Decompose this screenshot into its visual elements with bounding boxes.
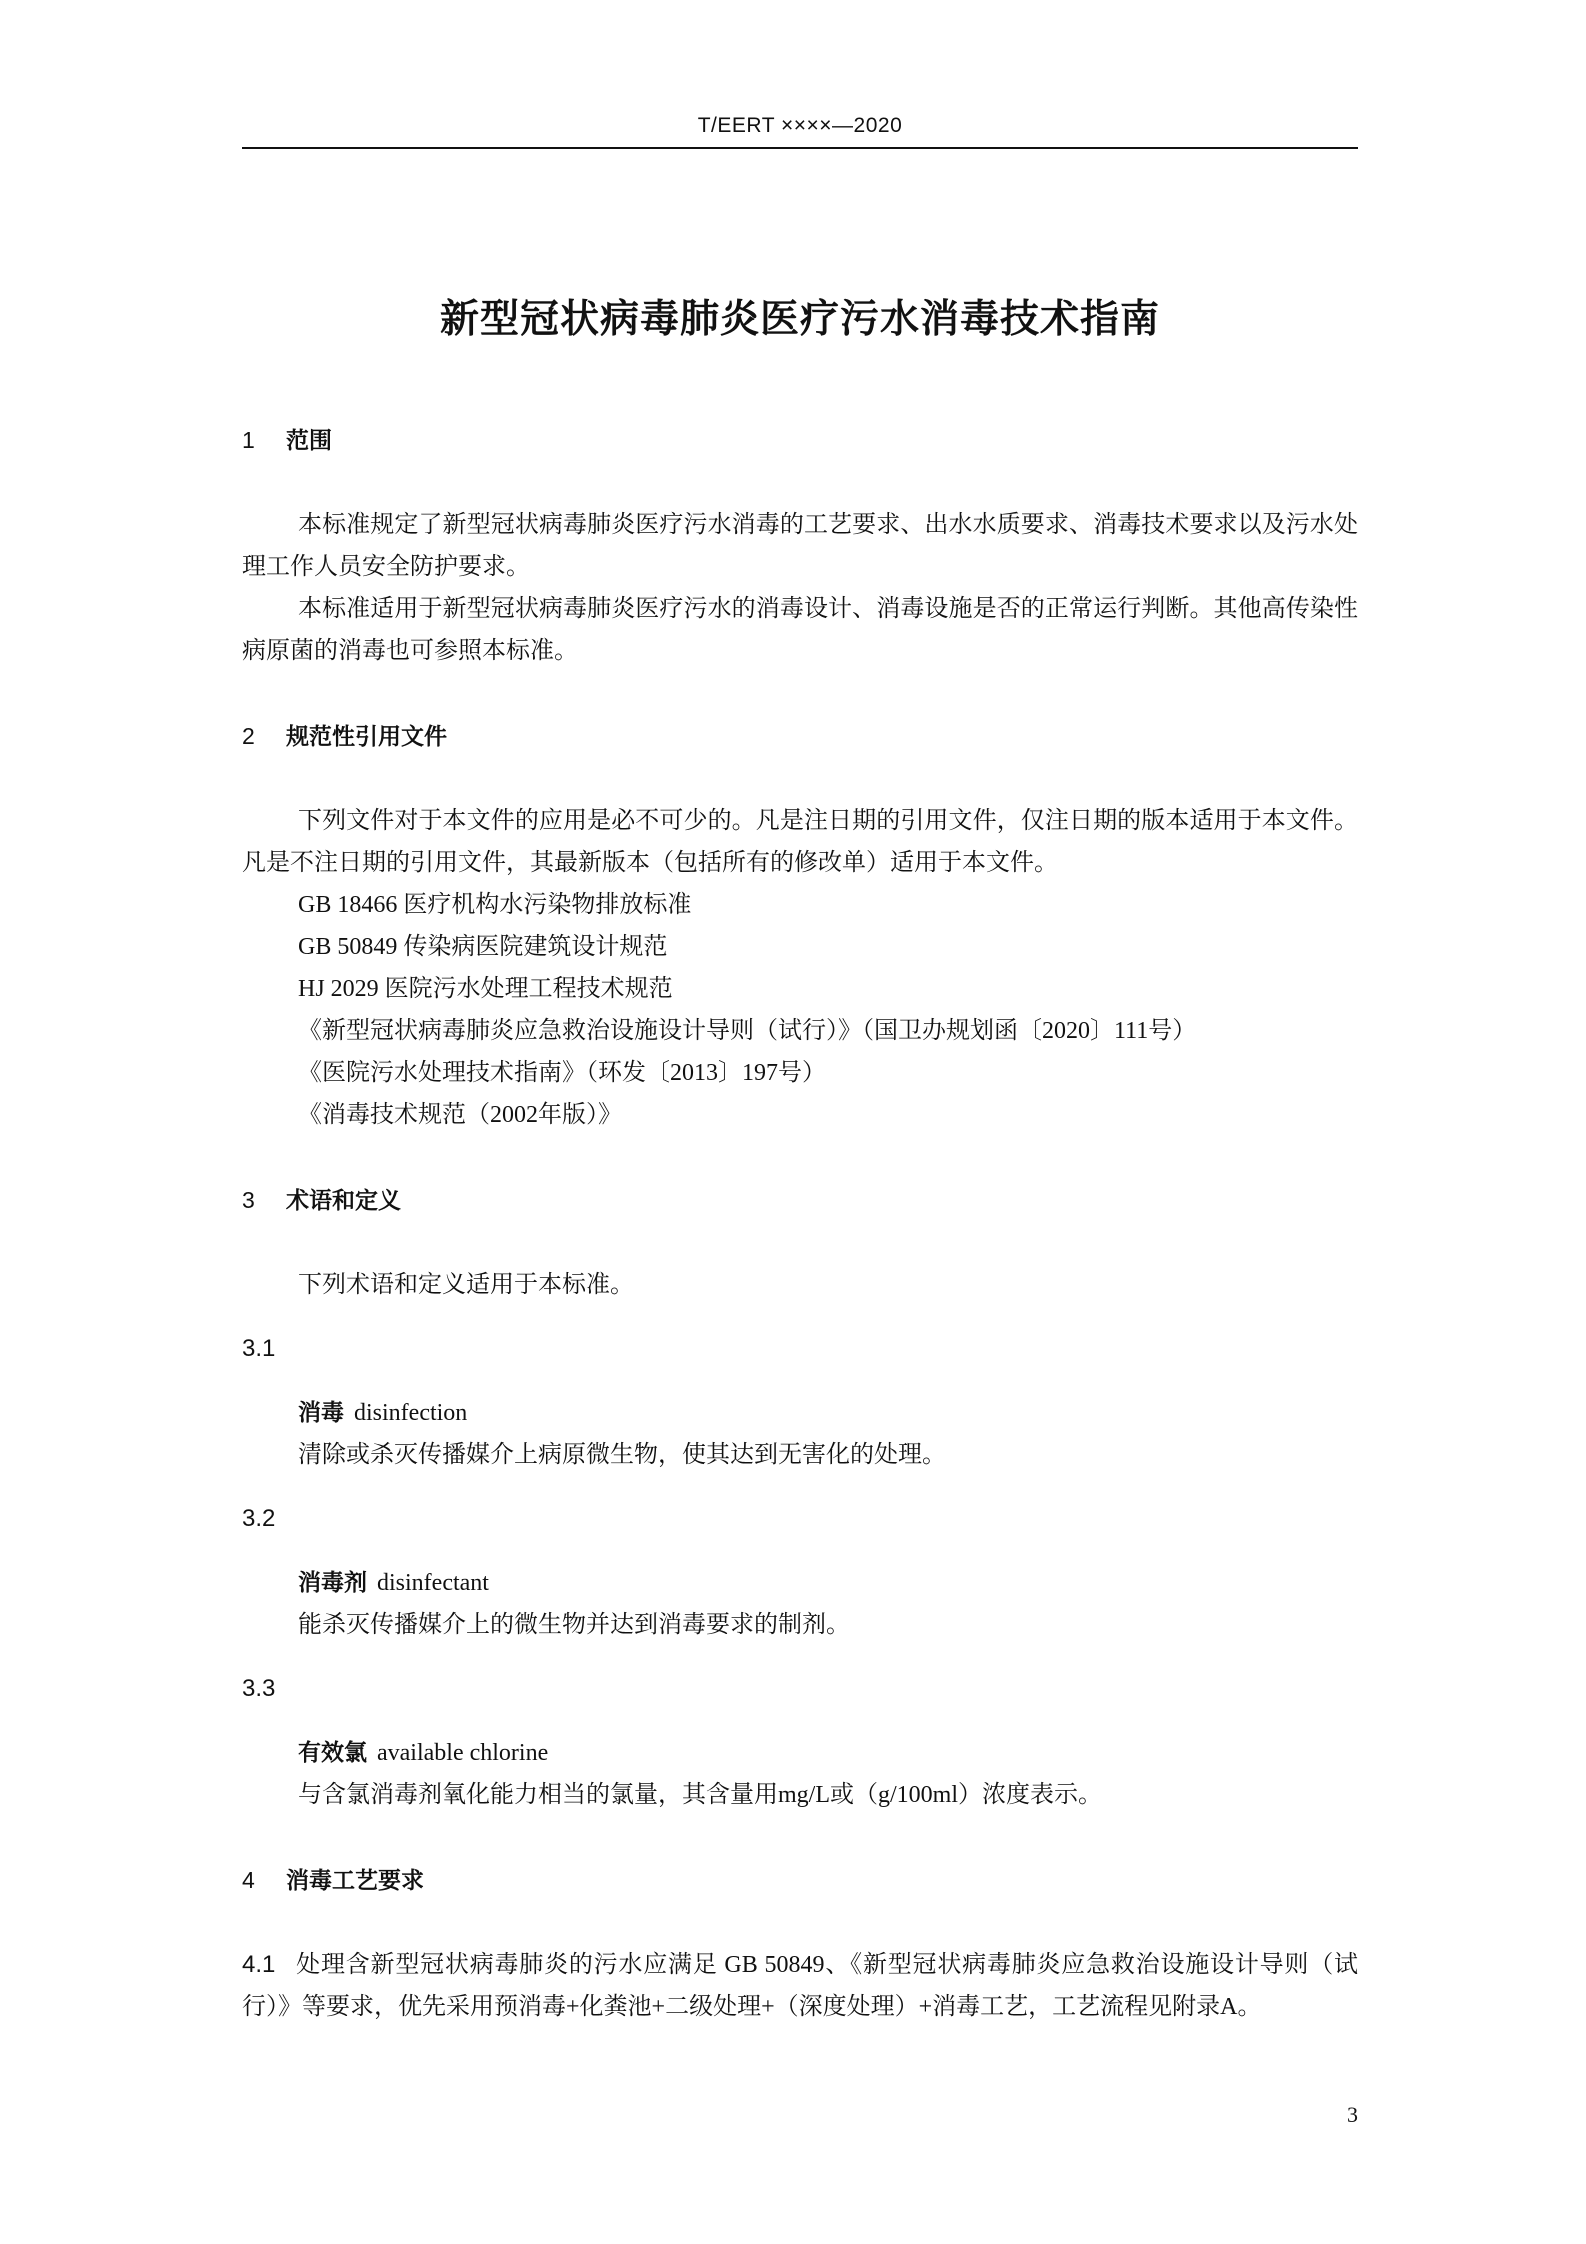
document-body	[242, 420, 1358, 2028]
term-entry	[242, 1732, 1358, 1774]
standard-code-header: T/EERT ××××—2020	[697, 114, 903, 137]
term-english: available chlorine	[377, 1740, 549, 1766]
section-number: 4	[242, 1867, 255, 1893]
section-heading-process-requirements	[242, 1860, 1358, 1900]
term-entry	[242, 1392, 1358, 1434]
section-heading-terms	[242, 1180, 1358, 1220]
term-entry	[242, 1562, 1358, 1604]
section-title: 消毒工艺要求	[286, 1868, 424, 1894]
section-heading-normative-references	[242, 716, 1358, 756]
document-title: 新型冠状病毒肺炎医疗污水消毒技术指南	[439, 297, 1160, 342]
section-title: 规范性引用文件	[286, 724, 447, 750]
page-number: 3	[1347, 2102, 1358, 2127]
section-heading-scope	[242, 420, 1358, 460]
term-chinese: 消毒	[298, 1400, 344, 1426]
scope-paragraph: 本标准规定了新型冠状病毒肺炎医疗污水消毒的工艺要求、出水水质要求、消毒技术要求以及污水处理工作人员安全防护要求。	[242, 512, 1358, 580]
reference-item: 《新型冠状病毒肺炎应急救治设施设计导则（试行）》（国卫办规划函〔2020〕111号）	[298, 1018, 1197, 1044]
term-definition: 与含氯消毒剂氧化能力相当的氯量，其含量用mg/L或（g/100ml）浓度表示。	[298, 1782, 1102, 1808]
header-divider	[242, 147, 1358, 149]
term-number: 3.2	[242, 1505, 276, 1532]
reference-item: GB 18466 医疗机构水污染物排放标准	[298, 892, 692, 918]
term-chinese: 有效氯	[298, 1740, 367, 1766]
scope-paragraph: 本标准适用于新型冠状病毒肺炎医疗污水的消毒设计、消毒设施是否的正常运行判断。其他高传染性病原菌的消毒也可参照本标准。	[242, 596, 1358, 664]
reference-item: 《医院污水处理技术指南》（环发〔2013〕197号）	[298, 1060, 826, 1086]
term-number: 3.3	[242, 1675, 276, 1702]
clause-paragraph	[242, 1944, 1358, 2028]
term-english: disinfection	[354, 1400, 468, 1426]
term-definition: 能杀灭传播媒介上的微生物并达到消毒要求的制剂。	[298, 1612, 850, 1638]
section-number: 1	[242, 427, 255, 453]
term-chinese: 消毒剂	[298, 1570, 367, 1596]
reference-item: HJ 2029 医院污水处理工程技术规范	[298, 976, 673, 1002]
term-definition: 清除或杀灭传播媒介上病原微生物，使其达到无害化的处理。	[298, 1442, 946, 1468]
section-title: 术语和定义	[286, 1188, 401, 1214]
term-english: disinfectant	[377, 1570, 489, 1596]
section-number: 3	[242, 1187, 255, 1213]
terms-intro: 下列术语和定义适用于本标准。	[298, 1272, 634, 1298]
reference-item: 《消毒技术规范（2002年版）》	[298, 1102, 622, 1128]
clause-text: 处理含新型冠状病毒肺炎的污水应满足 GB 50849、《新型冠状病毒肺炎应急救治设施设计导则（试行）》等要求，优先采用预消毒+化粪池+二级处理+（深度处理）+消毒工艺，工艺流程见附录A。	[242, 1952, 1358, 2020]
references-intro: 下列文件对于本文件的应用是必不可少的。凡是注日期的引用文件，仅注日期的版本适用于本文件。凡是不注日期的引用文件，其最新版本（包括所有的修改单）适用于本文件。	[242, 808, 1358, 876]
term-number: 3.1	[242, 1335, 276, 1362]
clause-number: 4.1	[242, 1951, 276, 1978]
section-title: 范围	[286, 428, 332, 454]
reference-item: GB 50849 传染病医院建筑设计规范	[298, 934, 668, 960]
section-number: 2	[242, 723, 255, 749]
